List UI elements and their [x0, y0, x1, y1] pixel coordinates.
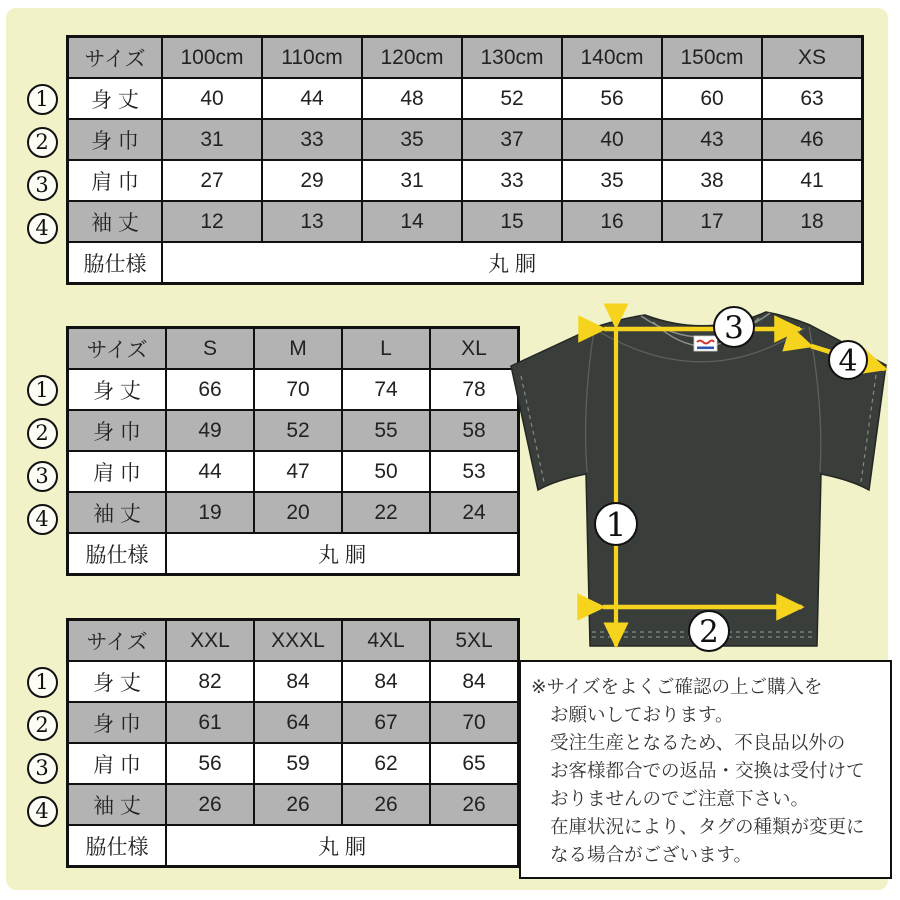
row-label: 身 巾 — [68, 702, 167, 743]
size-value: 40 — [562, 119, 662, 160]
row-label: 脇仕様 — [68, 242, 163, 284]
shirt-marker-2 — [689, 611, 729, 651]
size-value: 61 — [166, 702, 254, 743]
size-value: 26 — [254, 784, 342, 825]
shirt-marker-4 — [829, 341, 867, 379]
notice-line: お客様都合での返品・交換は受付けて — [550, 760, 865, 781]
size-value: 17 — [662, 201, 762, 242]
column-header: XXXL — [254, 620, 342, 662]
footer-row — [68, 242, 863, 284]
table-row — [68, 702, 519, 743]
size-value: 16 — [562, 201, 662, 242]
size-table-adult — [18, 326, 520, 576]
table-row — [68, 451, 519, 492]
column-header: L — [342, 328, 430, 370]
notice-line: おりませんのでご注意下さい。 — [550, 788, 810, 809]
column-header: 110cm — [262, 37, 362, 79]
row-label: 肩 巾 — [68, 451, 167, 492]
column-header: S — [166, 328, 254, 370]
row-marker-1: 1 — [27, 84, 58, 115]
column-header: 150cm — [662, 37, 762, 79]
size-value: 58 — [430, 410, 519, 451]
row-label: 身 丈 — [68, 661, 167, 702]
table-row — [68, 201, 863, 242]
row-marker-4: 4 — [27, 796, 58, 827]
size-value: 65 — [430, 743, 519, 784]
svg-text:4: 4 — [838, 344, 858, 379]
size-value: 35 — [362, 119, 462, 160]
row-label: 袖 丈 — [68, 492, 167, 533]
size-value: 50 — [342, 451, 430, 492]
row-label: 脇仕様 — [68, 825, 167, 867]
size-value: 67 — [342, 702, 430, 743]
size-value: 20 — [254, 492, 342, 533]
row-label: 身 巾 — [68, 119, 163, 160]
size-value: 12 — [162, 201, 262, 242]
column-header: サイズ — [68, 620, 167, 662]
size-table — [66, 35, 864, 285]
size-value: 84 — [254, 661, 342, 702]
svg-text:3: 3 — [724, 310, 744, 346]
size-value: 26 — [166, 784, 254, 825]
row-marker-4: 4 — [27, 213, 58, 244]
size-value: 47 — [254, 451, 342, 492]
row-markers — [18, 35, 66, 244]
size-value: 35 — [562, 160, 662, 201]
header-row — [68, 620, 519, 662]
row-label: 肩 巾 — [68, 160, 163, 201]
size-value: 33 — [262, 119, 362, 160]
size-value: 26 — [342, 784, 430, 825]
size-table-big — [18, 618, 520, 868]
row-markers — [18, 618, 66, 827]
size-value: 19 — [166, 492, 254, 533]
table-row — [68, 743, 519, 784]
row-marker-1: 1 — [27, 667, 58, 698]
row-label: 袖 丈 — [68, 201, 163, 242]
column-header: 140cm — [562, 37, 662, 79]
size-value: 59 — [254, 743, 342, 784]
size-value: 38 — [662, 160, 762, 201]
size-value: 82 — [166, 661, 254, 702]
row-label: 身 丈 — [68, 78, 163, 119]
size-value: 24 — [430, 492, 519, 533]
row-label: 肩 巾 — [68, 743, 167, 784]
size-value: 26 — [430, 784, 519, 825]
size-value: 46 — [762, 119, 863, 160]
row-marker-2: 2 — [27, 418, 58, 449]
column-header: 5XL — [430, 620, 519, 662]
size-value: 70 — [430, 702, 519, 743]
size-value: 31 — [362, 160, 462, 201]
column-header: 100cm — [162, 37, 262, 79]
tshirt-measurement-diagram — [503, 298, 895, 658]
size-value: 27 — [162, 160, 262, 201]
size-value: 44 — [262, 78, 362, 119]
size-value: 53 — [430, 451, 519, 492]
size-value: 13 — [262, 201, 362, 242]
size-value: 84 — [430, 661, 519, 702]
header-row — [68, 37, 863, 79]
collar-tag — [694, 336, 717, 351]
footer-row — [68, 825, 519, 867]
notice-line: 受注生産となるため、不良品以外の — [550, 732, 846, 753]
side-spec-value: 丸 胴 — [162, 242, 863, 284]
size-table-kids — [18, 35, 864, 285]
row-markers — [18, 326, 66, 535]
column-header: サイズ — [68, 328, 167, 370]
column-header: 130cm — [462, 37, 562, 79]
notice-line: 在庫状況により、タグの種類が変更に — [550, 816, 865, 837]
column-header: 120cm — [362, 37, 462, 79]
notice-line: ※サイズをよくご確認の上ご購入を — [531, 676, 823, 697]
side-spec-value: 丸 胴 — [166, 533, 519, 575]
size-table — [66, 326, 520, 576]
column-header: XS — [762, 37, 863, 79]
size-value: 40 — [162, 78, 262, 119]
size-value: 31 — [162, 119, 262, 160]
row-label: 袖 丈 — [68, 784, 167, 825]
size-value: 15 — [462, 201, 562, 242]
row-marker-3: 3 — [27, 753, 58, 784]
svg-text:2: 2 — [699, 614, 719, 650]
size-value: 55 — [342, 410, 430, 451]
size-value: 60 — [662, 78, 762, 119]
size-value: 33 — [462, 160, 562, 201]
column-header: サイズ — [68, 37, 163, 79]
shirt-marker-3 — [714, 307, 754, 347]
tshirt-diagram-svg — [503, 298, 895, 658]
purchase-notice-box — [519, 660, 892, 879]
size-value: 78 — [430, 369, 519, 410]
column-header: XL — [430, 328, 519, 370]
row-label: 脇仕様 — [68, 533, 167, 575]
table-row — [68, 784, 519, 825]
size-value: 14 — [362, 201, 462, 242]
row-marker-1: 1 — [27, 375, 58, 406]
size-value: 70 — [254, 369, 342, 410]
size-value: 29 — [262, 160, 362, 201]
notice-line: お願いしております。 — [550, 704, 734, 725]
table-row — [68, 160, 863, 201]
table-row — [68, 410, 519, 451]
column-header: M — [254, 328, 342, 370]
shirt-marker-1 — [595, 503, 637, 545]
size-value: 37 — [462, 119, 562, 160]
size-value: 22 — [342, 492, 430, 533]
size-value: 43 — [662, 119, 762, 160]
size-table — [66, 618, 520, 868]
row-marker-2: 2 — [27, 710, 58, 741]
table-row — [68, 369, 519, 410]
row-label: 身 丈 — [68, 369, 167, 410]
table-row — [68, 78, 863, 119]
size-value: 52 — [462, 78, 562, 119]
size-value: 84 — [342, 661, 430, 702]
svg-text:1: 1 — [605, 505, 627, 544]
header-row — [68, 328, 519, 370]
size-value: 63 — [762, 78, 863, 119]
row-label: 身 巾 — [68, 410, 167, 451]
table-row — [68, 492, 519, 533]
size-value: 41 — [762, 160, 863, 201]
size-value: 49 — [166, 410, 254, 451]
size-value: 48 — [362, 78, 462, 119]
notice-line: なる場合がございます。 — [550, 844, 753, 865]
size-value: 44 — [166, 451, 254, 492]
row-marker-4: 4 — [27, 504, 58, 535]
size-value: 64 — [254, 702, 342, 743]
table-row — [68, 661, 519, 702]
size-value: 52 — [254, 410, 342, 451]
footer-row — [68, 533, 519, 575]
side-spec-value: 丸 胴 — [166, 825, 519, 867]
column-header: XXL — [166, 620, 254, 662]
size-value: 62 — [342, 743, 430, 784]
row-marker-3: 3 — [27, 170, 58, 201]
size-value: 56 — [562, 78, 662, 119]
size-value: 56 — [166, 743, 254, 784]
table-row — [68, 119, 863, 160]
row-marker-3: 3 — [27, 461, 58, 492]
size-value: 18 — [762, 201, 863, 242]
column-header: 4XL — [342, 620, 430, 662]
size-value: 66 — [166, 369, 254, 410]
row-marker-2: 2 — [27, 127, 58, 158]
size-value: 74 — [342, 369, 430, 410]
